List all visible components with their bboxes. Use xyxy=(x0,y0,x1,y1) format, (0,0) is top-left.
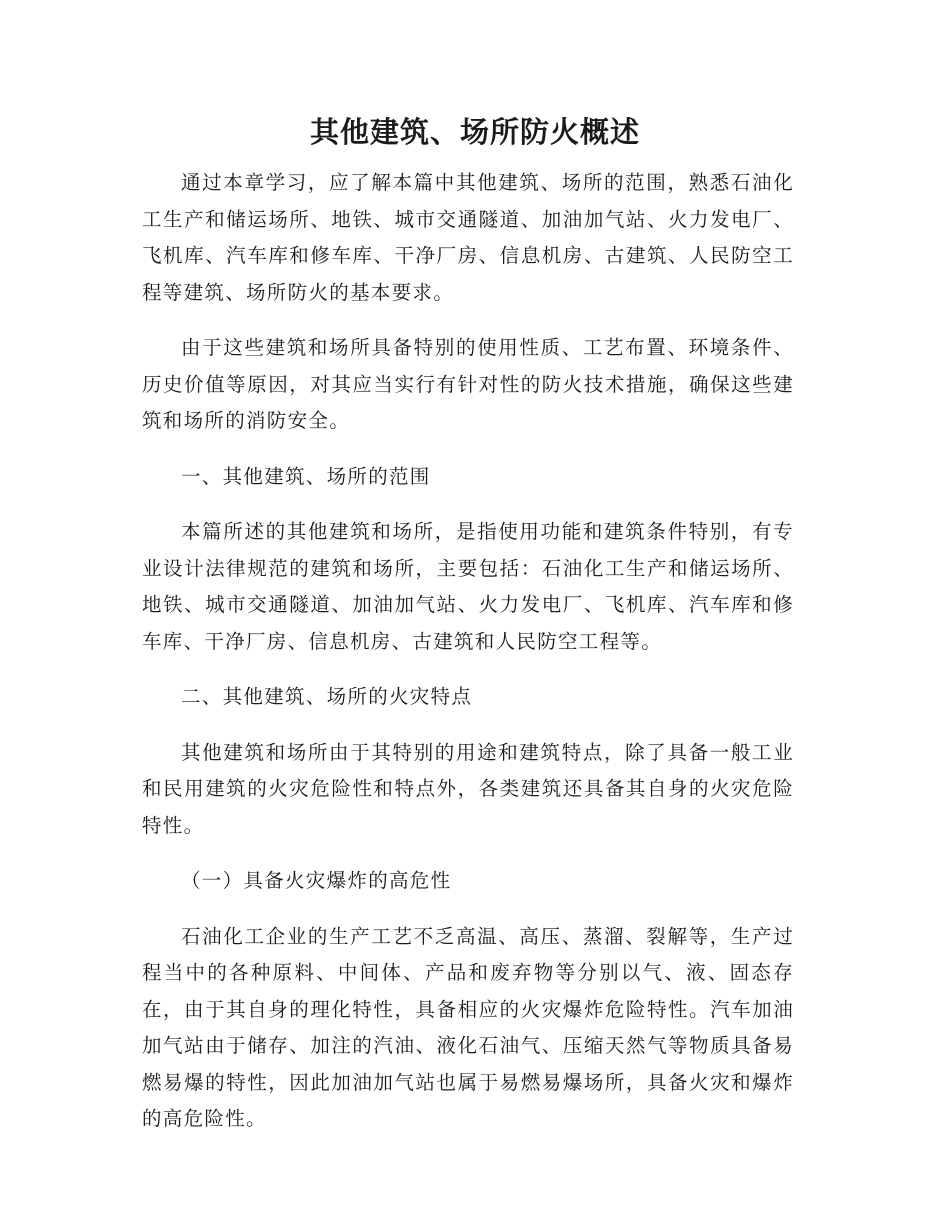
paragraph-reason: 由于这些建筑和场所具备特别的使用性质、工艺布置、环境条件、历史价值等原因，对其应当实行有针对性的防火技术措施，确保这些建筑和场所的消防安全。 xyxy=(142,336,794,432)
document-title: 其他建筑、场所防火概述 xyxy=(309,115,640,149)
paragraph-scope: 本篇所述的其他建筑和场所，是指使用功能和建筑条件特别，有专业设计法律规范的建筑和场所，主要包括：石油化工生产和储运场所、地铁、城市交通隧道、加油加气站、火力发电厂、飞机库、汽车库和修车库、干净厂房、信息机房、古建筑和人民防空工程等。 xyxy=(142,520,794,653)
section-heading-scope: 一、其他建筑、场所的范围 xyxy=(181,464,431,488)
subsection-heading-high-risk: （一）具备火灾爆炸的高危性 xyxy=(181,869,452,892)
document-body xyxy=(142,165,794,1157)
section-heading-fire-features: 二、其他建筑、场所的火灾特点 xyxy=(181,685,473,708)
paragraph-high-risk: 石油化工企业的生产工艺不乏高温、高压、蒸溜、裂解等，生产过程当中的各种原料、中间体、产品和废弃物等分别以气、液、固态存在，由于其自身的理化特性，具备相应的火灾爆炸危险特性。汽车加油加气站由于储存、加注的汽油、液化石油气、压缩天然气等物质具备易燃易爆的特性，因此加油加气站也属于易燃易爆场所，具备火灾和爆炸的高危险性。 xyxy=(142,924,794,1130)
paragraph-fire-features: 其他建筑和场所由于其特别的用途和建筑特点，除了具备一般工业和民用建筑的火灾危险性和特点外，各类建筑还具备其自身的火灾危险特性。 xyxy=(142,740,794,837)
paragraph-intro: 通过本章学习，应了解本篇中其他建筑、场所的范围，熟悉石油化工生产和储运场所、地铁、城市交通隧道、加油加气站、火力发电厂、飞机库、汽车库和修车库、干净厂房、信息机房、古建筑、人民防空工程等建筑、场所防火的基本要求。 xyxy=(142,171,794,304)
